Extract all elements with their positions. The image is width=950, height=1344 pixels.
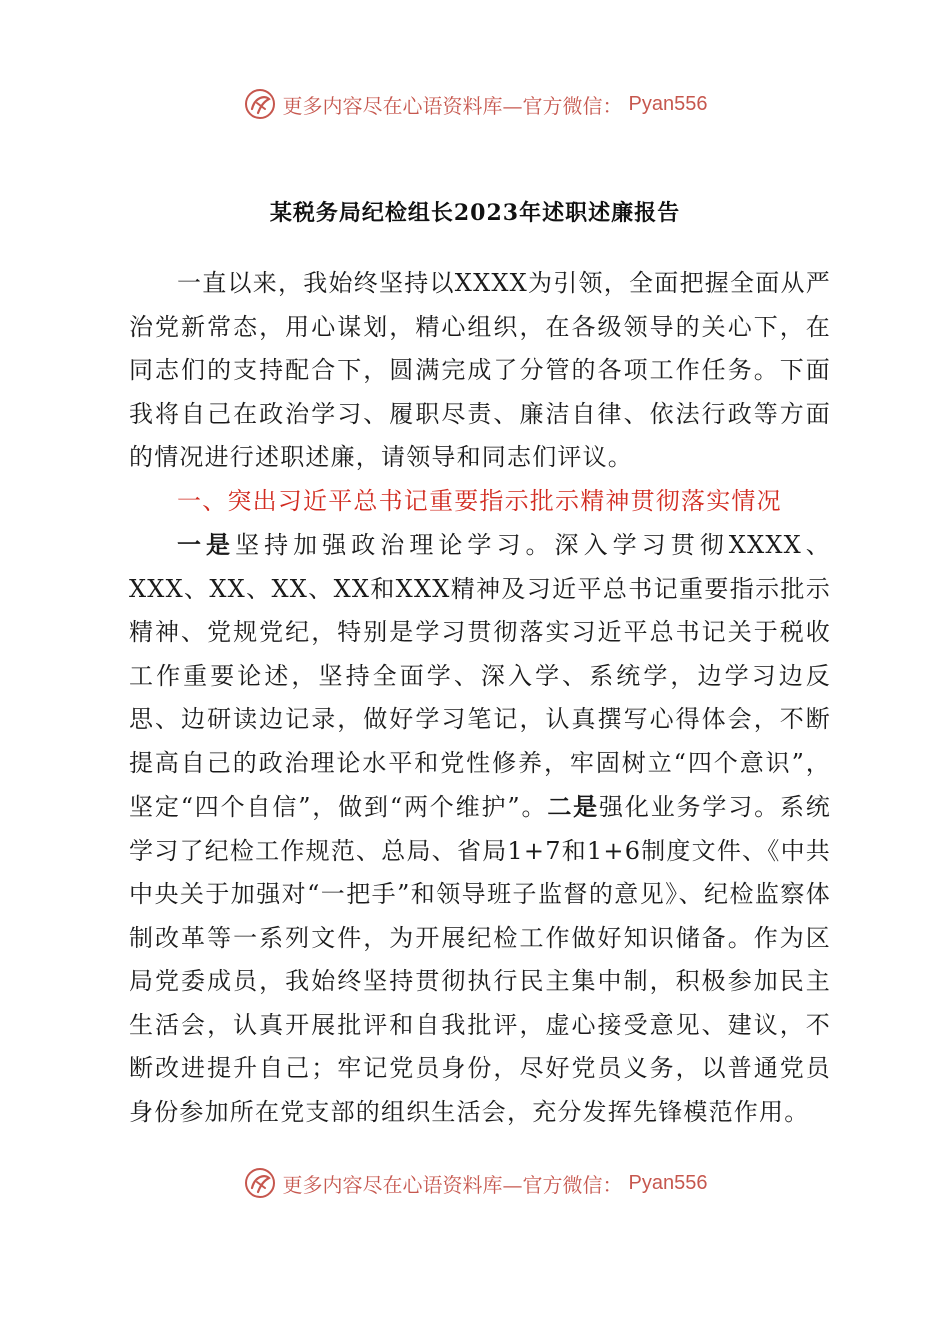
paragraph-text-one: 坚持加强政治理论学习。深入学习贯彻XXXX、XXX、XX、XX、XX和XXX精神及习近平总书记重要指示批示精神、党规党纪，特别是学习贯彻落实习近平总书记关于税收工作重要论述，坚持全面学、深入学、系统学，边学习边反思、边研读边记录，做好学习笔记，认真撰写心得体会，不断提高自己的政治理论水平和党性修养，牢固树立“四个意识”，坚定“四个自信”，做到“两个维护”。 <box>129 531 831 821</box>
banner-brand-text: 更多内容尽在心语资料库—官方微信： <box>282 93 623 118</box>
banner-brand-text: 更多内容尽在心语资料库—官方微信： <box>282 1172 623 1197</box>
footer-banner <box>0 1163 950 1203</box>
document-body <box>129 262 831 1134</box>
lead-one: 一是 <box>177 530 236 559</box>
paragraph-text-two: 强化业务学习。系统学习了纪检工作规范、总局、省局1+7和1+6制度文件、《中共中央关于加强对“一把手”和领导班子监督的意见》、纪检监察体制改革等一系列文件，为开展纪检工作做好知识储备。作为区局党委成员，我始终坚持贯彻执行民主集中制，积极参加民主生活会，认真开展批评和自我批评，虚心接受意见、建议，不断改进提升自己；牢记党员身份，尽好党员义务，以普通党员身份参加所在党支部的组织生活会，充分发挥先锋模范作用。 <box>129 793 831 1126</box>
brand-logo-icon <box>243 87 277 121</box>
banner-wechat-handle: Pyan556 <box>628 92 708 115</box>
document-title: 某税务局纪检组长2023年述职述廉报告 <box>269 200 681 226</box>
banner-wechat-handle: Pyan556 <box>628 1171 708 1194</box>
header-banner <box>0 84 950 124</box>
body-paragraph <box>129 523 831 1134</box>
brand-logo-icon <box>243 1166 277 1200</box>
section-heading: 一、突出习近平总书记重要指示批示精神贯彻落实情况 <box>177 486 782 515</box>
intro-paragraph: 一直以来，我始终坚持以XXXX为引领，全面把握全面从严治党新常态，用心谋划，精心组织，在各级领导的关心下，在同志们的支持配合下，圆满完成了分管的各项工作任务。下面我将自己在政治学习、履职尽责、廉洁自律、依法行政等方面的情况进行述职述廉，请领导和同志们评议。 <box>129 269 831 471</box>
lead-two: 二是 <box>547 792 600 821</box>
